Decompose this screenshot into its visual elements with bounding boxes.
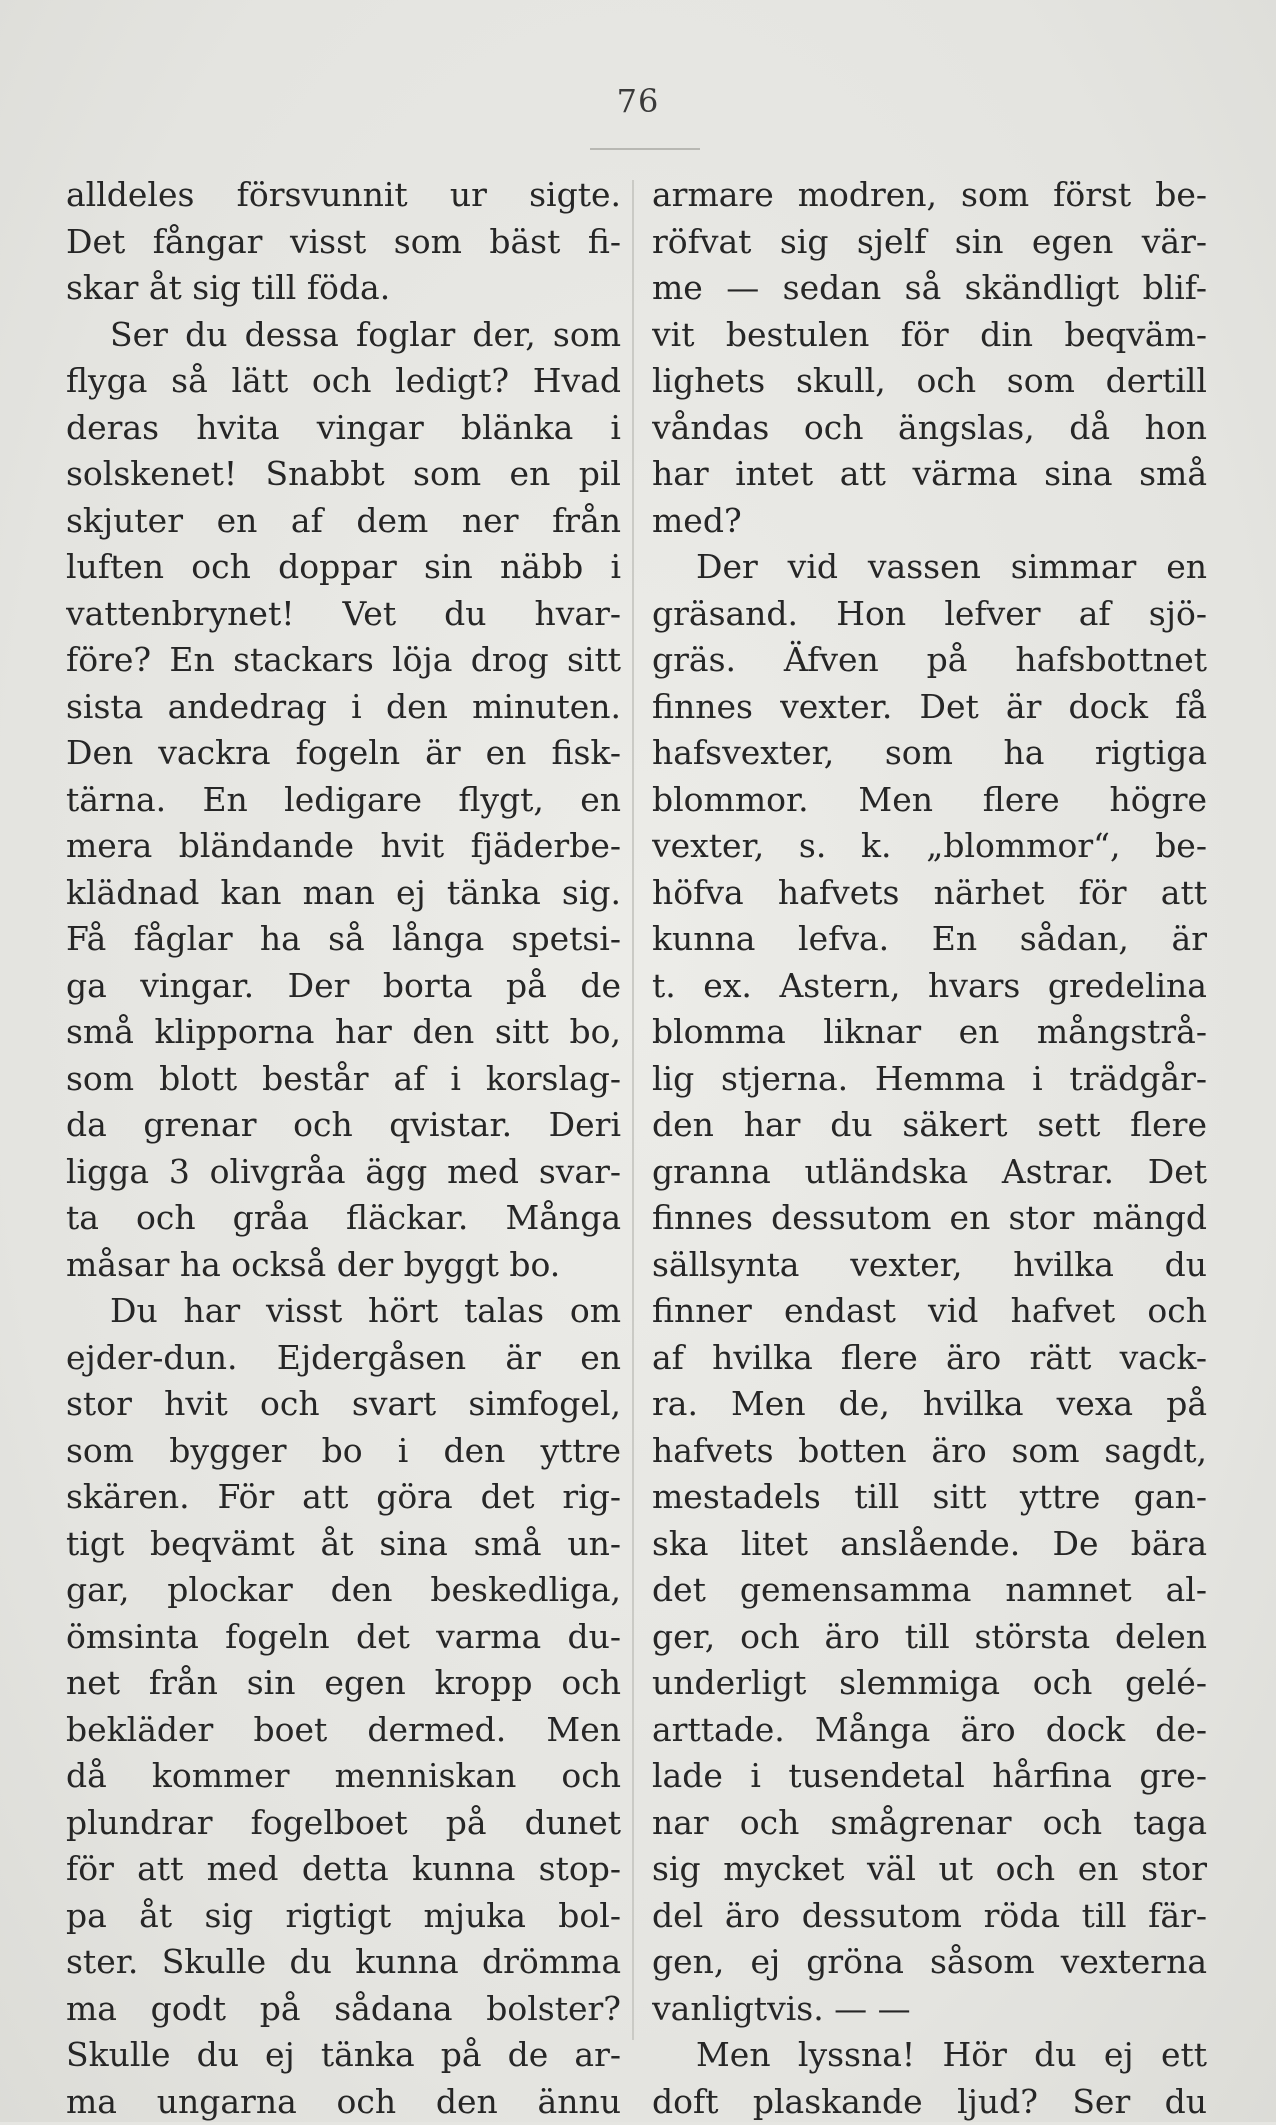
text-line: vanligtvis. — —	[652, 1986, 1207, 2033]
column-divider	[632, 180, 634, 2040]
text-line: finner endast vid hafvet och	[652, 1288, 1207, 1335]
text-line: plundrar fogelboet på dunet	[66, 1800, 621, 1847]
text-line: den har du säkert sett flere	[652, 1102, 1207, 1149]
text-line: tärna. En ledigare flygt, en	[66, 777, 621, 824]
text-line: nar och smågrenar och taga	[652, 1800, 1207, 1847]
text-line: da grenar och qvistar. Deri	[66, 1102, 621, 1149]
text-line: pa åt sig rigtigt mjuka bol-	[66, 1893, 621, 1940]
text-line: gräsand. Hon lefver af sjö-	[652, 591, 1207, 638]
text-line: alldeles försvunnit ur sigte.	[66, 172, 621, 219]
text-line: ger, och äro till största delen	[652, 1614, 1207, 1661]
text-line: mestadels till sitt yttre gan-	[652, 1474, 1207, 1521]
text-line: ejder-dun. Ejdergåsen är en	[66, 1335, 621, 1382]
text-line: ga vingar. Der borta på de	[66, 963, 621, 1010]
text-line: ma ungarna och den ännu	[66, 2079, 621, 2125]
text-line: ta och gråa fläckar. Många	[66, 1195, 621, 1242]
text-line: ma godt på sådana bolster?	[66, 1986, 621, 2033]
page-number: 76	[0, 82, 1276, 120]
text-line: höfva hafvets närhet för att	[652, 870, 1207, 917]
text-line: ra. Men de, hvilka vexa på	[652, 1381, 1207, 1428]
text-line: med?	[652, 498, 1207, 545]
text-line: gräs. Äfven på hafsbottnet	[652, 637, 1207, 684]
text-line: doft plaskande ljud? Ser du	[652, 2079, 1207, 2125]
text-line: lighets skull, och som dertill	[652, 358, 1207, 405]
text-line: våndas och ängslas, då hon	[652, 405, 1207, 452]
text-line: skjuter en af dem ner från	[66, 498, 621, 545]
text-line: del äro dessutom röda till fär-	[652, 1893, 1207, 1940]
text-line: sig mycket väl ut och en stor	[652, 1846, 1207, 1893]
text-line: t. ex. Astern, hvars gredelina	[652, 963, 1207, 1010]
text-line: arttade. Många äro dock de-	[652, 1707, 1207, 1754]
text-line: klädnad kan man ej tänka sig.	[66, 870, 621, 917]
text-line: före? En stackars löja drog sitt	[66, 637, 621, 684]
text-line: finnes vexter. Det är dock få	[652, 684, 1207, 731]
text-line: armare modren, som först be-	[652, 172, 1207, 219]
text-line: vexter, s. k. „blommor“, be-	[652, 823, 1207, 870]
text-line: vit bestulen för din beqväm-	[652, 312, 1207, 359]
text-line: ömsinta fogeln det varma du-	[66, 1614, 621, 1661]
text-line: gar, plockar den beskedliga,	[66, 1567, 621, 1614]
text-line: bekläder boet dermed. Men	[66, 1707, 621, 1754]
text-line: Du har visst hört talas om	[66, 1288, 621, 1335]
text-line: Der vid vassen simmar en	[652, 544, 1207, 591]
text-line: solskenet! Snabbt som en pil	[66, 451, 621, 498]
text-line: lig stjerna. Hemma i trädgår-	[652, 1056, 1207, 1103]
left-text-column	[66, 172, 621, 2125]
text-line: skar åt sig till föda.	[66, 265, 621, 312]
text-line: skären. För att göra det rig-	[66, 1474, 621, 1521]
text-line: kunna lefva. En sådan, är	[652, 916, 1207, 963]
text-line: vattenbrynet! Vet du hvar-	[66, 591, 621, 638]
text-line: ster. Skulle du kunna drömma	[66, 1939, 621, 1986]
text-line: Den vackra fogeln är en fisk-	[66, 730, 621, 777]
text-line: Men lyssna! Hör du ej ett	[652, 2032, 1207, 2079]
text-line: sista andedrag i den minuten.	[66, 684, 621, 731]
text-line: lade i tusendetal hårfina gre-	[652, 1753, 1207, 1800]
text-line: röfvat sig sjelf sin egen vär-	[652, 219, 1207, 266]
header-rule	[590, 148, 700, 150]
text-line: deras hvita vingar blänka i	[66, 405, 621, 452]
text-line: det gemensamma namnet al-	[652, 1567, 1207, 1614]
text-line: då kommer menniskan och	[66, 1753, 621, 1800]
right-text-column	[652, 172, 1207, 2125]
text-line: ligga 3 olivgråa ägg med svar-	[66, 1149, 621, 1196]
text-line: blomma liknar en mångstrå-	[652, 1009, 1207, 1056]
text-line: finnes dessutom en stor mängd	[652, 1195, 1207, 1242]
text-line: mera bländande hvit fjäderbe-	[66, 823, 621, 870]
text-line: Skulle du ej tänka på de ar-	[66, 2032, 621, 2079]
text-line: me — sedan så skändligt blif-	[652, 265, 1207, 312]
text-line: granna utländska Astrar. Det	[652, 1149, 1207, 1196]
text-line: stor hvit och svart simfogel,	[66, 1381, 621, 1428]
text-line: ska litet anslående. De bära	[652, 1521, 1207, 1568]
text-line: små klipporna har den sitt bo,	[66, 1009, 621, 1056]
text-line: som bygger bo i den yttre	[66, 1428, 621, 1475]
text-line: flyga så lätt och ledigt? Hvad	[66, 358, 621, 405]
text-line: underligt slemmiga och gelé-	[652, 1660, 1207, 1707]
text-line: för att med detta kunna stop-	[66, 1846, 621, 1893]
text-line: hafsvexter, som ha rigtiga	[652, 730, 1207, 777]
text-line: luften och doppar sin näbb i	[66, 544, 621, 591]
text-line: gen, ej gröna såsom vexterna	[652, 1939, 1207, 1986]
text-line: net från sin egen kropp och	[66, 1660, 621, 1707]
text-line: Få fåglar ha så långa spetsi-	[66, 916, 621, 963]
text-line: Ser du dessa foglar der, som	[66, 312, 621, 359]
text-line: blommor. Men flere högre	[652, 777, 1207, 824]
text-line: som blott består af i korslag-	[66, 1056, 621, 1103]
text-line: tigt beqvämt åt sina små un-	[66, 1521, 621, 1568]
text-line: har intet att värma sina små	[652, 451, 1207, 498]
text-line: hafvets botten äro som sagdt,	[652, 1428, 1207, 1475]
text-line: måsar ha också der byggt bo.	[66, 1242, 621, 1289]
text-line: sällsynta vexter, hvilka du	[652, 1242, 1207, 1289]
text-line: Det fångar visst som bäst fi-	[66, 219, 621, 266]
text-line: af hvilka flere äro rätt vack-	[652, 1335, 1207, 1382]
